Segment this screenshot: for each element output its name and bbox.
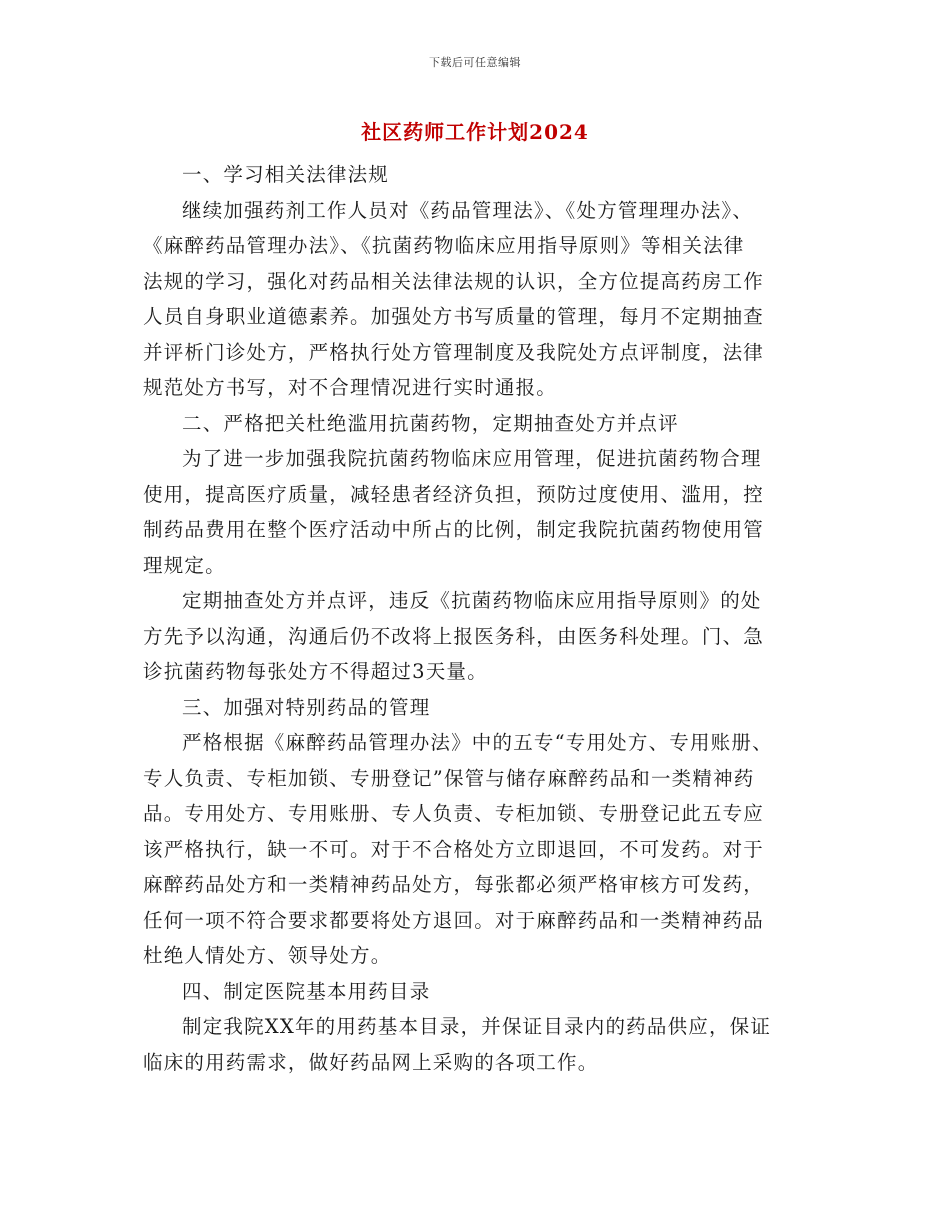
section-heading-4: 四、制定医院基本用药目录 (182, 979, 431, 1003)
section-heading-3: 三、加强对特别药品的管理 (182, 695, 431, 719)
paragraph-5: 制定我院XX年的用药基本目录，并保证目录内的药品供应，保证 临床的用药需求，做好药品网上采购的各项工作。 (143, 1015, 772, 1074)
paragraph-2: 为了进一步加强我院抗菌药物临床应用管理，促进抗菌药物合理 使用，提高医疗质量，减轻患者经济负担，预防过度使用、滥用，控 制药品费用在整个医疗活动中所占的比例，制定我院抗菌药物使用管 理规定。 (143, 447, 765, 577)
document-title: 社区药师工作计划2024 (361, 120, 589, 144)
document-body (143, 157, 808, 1080)
paragraph-1: 继续加强药剂工作人员对《药品管理法》、《处方管理理办法》、 《麻醉药品管理办法》、《抗菌药物临床应用指导原则》等相关法律 法规的学习，强化对药品相关法律法规的认识，全方位提高药房工作 人员自身职业道德素养。加强处方书写质量的管理，每月不定期抽查 并评析门诊处方，严格执行处方管理制度及我院处方点评制度，法律 规范处方书写，对不合理情况进行实时通报。 (143, 198, 765, 399)
header-note: 下载后可任意编辑 (429, 56, 521, 69)
paragraph-3: 定期抽查处方并点评，违反《抗菌药物临床应用指导原则》的处 方先予以沟通，沟通后仍不改将上报医务科，由医务科处理。门、急 诊抗菌药物每张处方不得超过3天量。 (143, 589, 765, 683)
section-heading-1: 一、学习相关法律法规 (182, 163, 390, 186)
paragraph-4: 严格根据《麻醉药品管理办法》中的五专“专用处方、专用账册、 专人负责、专柜加锁、专册登记”保管与储存麻醉药品和一类精神药 品。专用处方、专用账册、专人负责、专柜加锁、专册登记此五专应 该严格执行，缺一不可。对于不合格处方立即退回，不可发药。对于 麻醉药品处方和一类精神药品处方，每张都必须严格审核方可发药， 任何一项不符合要求都要将处方退回。对于麻醉药品和一类精神药品 杜绝人情处方、领导处方。 (143, 731, 773, 967)
section-heading-2: 二、严格把关杜绝滥用抗菌药物，定期抽查处方并点评 (182, 411, 679, 435)
